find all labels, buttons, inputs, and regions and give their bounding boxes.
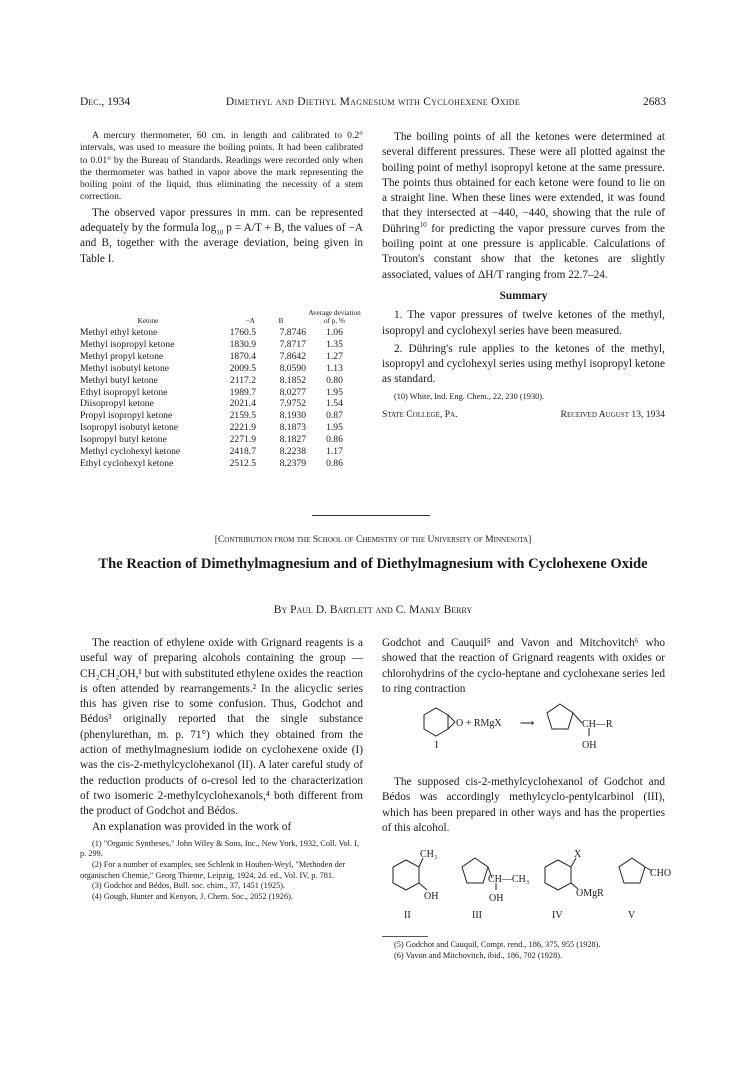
footnote-5: (5) Godchot and Cauquil, Compt. rend., 186, 375, 955 (1928).: [394, 940, 601, 949]
a-value: 2512.5: [229, 457, 256, 469]
footnote-10: (10) White, Ind. Eng. Chem., 22, 230 (1930).: [394, 391, 545, 401]
intro-paragraph: The reaction of ethylene oxide with Grignard reagents is a useful way of preparing alcohols containing the group —CH₂CH₂OH,¹ but with substituted ethylene oxides the reaction is often attended by rearrangements.² In the alicyclic series this has given rise to some confusion. Thus, Godchot and Bédos³ originally reported that the single substance (phenylurethan, m. p. 71°) which they obtained from the action of methylmagnesium iodide on cyclohexene oxide (I) was the cis-2-methylcyclohexanol (II). A later careful study of the reduction products of o-cresol led to the characterization of two isomeric 2-methylcyclohexanols,⁴ both different from the product of Godchot and Bédos.: [80, 637, 363, 818]
lower-right-column: [382, 636, 665, 697]
top-right-column: [382, 130, 665, 421]
ketone-name: Methyl isobutyl ketone: [80, 362, 169, 374]
col-header-ketone: Ketone: [137, 317, 159, 325]
structure-IV: [545, 858, 578, 890]
ketone-name: Methyl butyl ketone: [80, 374, 158, 386]
compound-label-II: II: [404, 910, 411, 921]
table-row: [80, 375, 363, 387]
b-value: 8.0590: [279, 362, 306, 374]
ketone-table: [80, 308, 363, 470]
footnote-1: (1) "Organic Syntheses," John Wiley & Sons, Inc., New York, 1932, Coll. Vol. I, p. 299.: [80, 838, 359, 859]
deviation-value: 1.17: [326, 446, 343, 458]
b-value: 8.1873: [279, 422, 306, 434]
table-row: [80, 363, 363, 375]
methyl-group-II: CH₃: [420, 849, 438, 860]
cho-group: CHO: [650, 868, 672, 879]
b-value: 7.8717: [279, 338, 306, 350]
article-title: The Reaction of Dimethylmagnesium and of Diethylmagnesium with Cyclohexene Oxide: [98, 556, 648, 572]
col-header-deviation: Average deviation of p, %: [308, 309, 361, 325]
reaction-scheme-2: [382, 846, 682, 926]
table-row: [80, 434, 363, 446]
footnote-2: (2) For a number of examples, see Schlenk in Houben-Weyl, "Methoden der organischen Chemie," Georg Thieme, Leipzig, 1924, 2d. ed., Vol. IV, p. 781.: [80, 860, 346, 880]
location: State College, Pa.: [382, 409, 458, 421]
ketone-name: Methyl ethyl ketone: [80, 327, 158, 338]
a-value: 2117.2: [229, 374, 256, 386]
header-date: Dec., 1934: [80, 96, 131, 108]
a-value: 2418.7: [229, 446, 256, 458]
compound-label-V: V: [628, 910, 636, 921]
received-date: Received August 13, 1934: [560, 409, 665, 421]
substituent-X: X: [574, 849, 582, 860]
footnote-rule: [382, 936, 428, 937]
table-row: [80, 422, 363, 434]
a-value: 1830.9: [229, 338, 256, 350]
table-row: [80, 351, 363, 363]
right-footnotes: [382, 940, 665, 961]
ch-r-group: CH—R: [582, 719, 613, 730]
hydroxyl-III: OH: [489, 893, 504, 904]
compound-label-I: I: [435, 740, 439, 751]
ketone-name: Ethyl cyclohexyl ketone: [80, 457, 174, 469]
summary-item-1: 1. The vapor pressures of twelve ketones of the methyl, isopropyl and cyclohexyl series have been measured.: [382, 309, 665, 337]
ketone-name: Isopropyl butyl ketone: [80, 434, 167, 446]
b-value: 7.8642: [279, 350, 306, 362]
lower-left-column: [80, 636, 363, 902]
ketone-name: Propyl isopropyl ketone: [80, 410, 173, 422]
table-row: [80, 327, 363, 339]
deviation-value: 1.06: [326, 327, 343, 338]
summary-item-2: 2. Dühring's rule applies to the ketones of the methyl, isopropyl and cyclohexyl series using methyl isopropyl ketone as standard.: [382, 342, 665, 386]
table-row: [80, 458, 363, 470]
deviation-value: 1.95: [326, 422, 343, 434]
footnote-6: (6) Vavon and Mitchovitch, ibid., 186, 702 (1928).: [394, 950, 563, 960]
reaction-scheme-1: [382, 696, 665, 764]
deviation-value: 0.87: [326, 410, 343, 422]
a-value: 2271.9: [229, 434, 256, 446]
a-value: 1870.4: [229, 350, 256, 362]
reagent-text: O + RMgX: [456, 718, 502, 729]
explanation-paragraph: An explanation was provided in the work of: [92, 820, 292, 833]
b-value: 8.2379: [279, 457, 306, 469]
affiliation-line: [382, 407, 665, 421]
vapor-pressure-paragraph: The observed vapor pressures in mm. can be represented adequately by the formula $\log_{10} p = A/T + B$, the values of −A and B, together with the average deviation, being given in Table I.: [80, 206, 363, 265]
byline: By Paul D. Bartlett and C. Manly Berry: [273, 604, 473, 616]
footnote-3: (3) Godchot and Bédos, Bull. soc. chim., 37, 1451 (1925).: [92, 881, 286, 891]
deviation-value: 1.54: [326, 398, 343, 410]
ch-ch3-group-III: CH—CH₃: [488, 874, 530, 885]
col-header-b: B: [278, 317, 284, 325]
ketone-name: Ethyl isopropyl ketone: [80, 386, 168, 398]
structure-II: [393, 858, 427, 890]
table-row: [80, 398, 363, 410]
a-value: 2221.9: [229, 422, 256, 434]
a-value: 2159.5: [229, 410, 256, 422]
ketone-name: Methyl propyl ketone: [80, 350, 164, 362]
compound-label-IV: IV: [552, 910, 563, 921]
deviation-value: 1.35: [326, 338, 343, 350]
ketone-name: Methyl isopropyl ketone: [80, 338, 175, 350]
contribution-line: [Contribution from the School of Chemistry of the University of Minnesota]: [214, 534, 532, 545]
col-header-a: −A: [245, 317, 255, 325]
b-value: 8.1852: [279, 374, 306, 386]
cyclohexene-oxide-structure: [424, 708, 455, 736]
hydroxyl-II: OH: [424, 891, 439, 902]
ketone-name: Isopropyl isobutyl ketone: [80, 422, 179, 434]
table-header-row: [80, 308, 363, 327]
b-value: 8.1930: [279, 410, 306, 422]
thermometer-note: A mercury thermometer, 60 cm. in length and calibrated to 0.2° intervals, was used to measure the boiling points. It had been calibrated to 0.01° by the Bureau of Standards. Readings were recorded only when the thermometer was bathed in vapor above the mark representing the boiling point of the liquid, thus eliminating the necessity of a stem correction.: [80, 130, 363, 203]
a-value: 1760.5: [229, 327, 256, 338]
table-row: [80, 410, 363, 422]
methylcyclopentylcarbinol-paragraph: The supposed cis-2-methylcyclohexanol of Godchot and Bédos was accordingly methylcyclo-pentylcarbinol (III), which has been prepared in other ways and has the properties of this alcohol.: [382, 776, 665, 834]
deviation-value: 0.80: [326, 374, 343, 386]
deviation-value: 1.95: [326, 386, 343, 398]
deviation-value: 1.13: [326, 362, 343, 374]
b-value: 8.1827: [279, 434, 306, 446]
ketone-name: Methyl cyclohexyl ketone: [80, 446, 181, 458]
boiling-point-paragraph: The boiling points of all the ketones were determined at several different pressures. These were all plotted against the boiling point of methyl isopropyl ketone at the same pressure. The points thus obtained for each ketone were found to lie on a straight line. When these lines were extended, it was found that they intersected at −440, −440, showing that the rule of Dühring$^{10}$ for predicting the vapor pressure curves from the boiling point at one pressure is applicable. Calculations of Trouton's constant show that the ketones are slightly associated, values of ΔH/T ranging from 22.7–24.: [382, 131, 665, 281]
deviation-value: 0.86: [326, 457, 343, 469]
b-value: 7.9752: [279, 398, 306, 410]
header-page-number: 2683: [643, 96, 666, 108]
summary-heading: Summary: [499, 289, 548, 302]
table-row: [80, 339, 363, 351]
vapor-pressure-text-a: The observed vapor pressures in mm. can be represented adequately by the formula log: [80, 206, 363, 235]
compound-label-III: III: [472, 910, 482, 921]
lower-right-column-2: [382, 775, 665, 836]
b-value: 8.0277: [279, 386, 306, 398]
omgr-group: OMgR: [576, 888, 604, 899]
a-value: 2021.4: [229, 398, 256, 410]
deviation-value: 1.27: [326, 350, 343, 362]
table-row: [80, 446, 363, 458]
top-left-column: [80, 130, 363, 267]
header-running-title: Dimethyl and Diethyl Magnesium with Cyclohexene Oxide: [225, 96, 521, 108]
reaction-arrow: ⟶: [520, 718, 535, 729]
deviation-value: 0.86: [326, 434, 343, 446]
structure-V: [619, 858, 652, 883]
ketone-name: Diisopropyl ketone: [80, 398, 154, 410]
b-value: 8.2238: [279, 446, 306, 458]
a-value: 1989.7: [229, 386, 256, 398]
section-divider: [312, 515, 430, 516]
b-value: 7.8746: [279, 327, 306, 338]
vapor-pressure-text-b: p = A/T + B, the values of −A and B, together with the average deviation, being given in Table I.: [80, 222, 363, 265]
hydroxyl-label: OH: [582, 740, 597, 751]
footnote-4: (4) Gough, Hunter and Kenyon, J. Chem. Soc., 2052 (1926).: [92, 891, 293, 901]
a-value: 2009.5: [229, 362, 256, 374]
table-row: [80, 387, 363, 399]
ring-contraction-paragraph: Godchot and Cauquil⁵ and Vavon and Mitchovitch⁶ who showed that the reaction of Grignard reagents with oxides or chlorohydrins of the cyclo-heptane and cyclohexane series led to ring contraction: [382, 637, 665, 695]
